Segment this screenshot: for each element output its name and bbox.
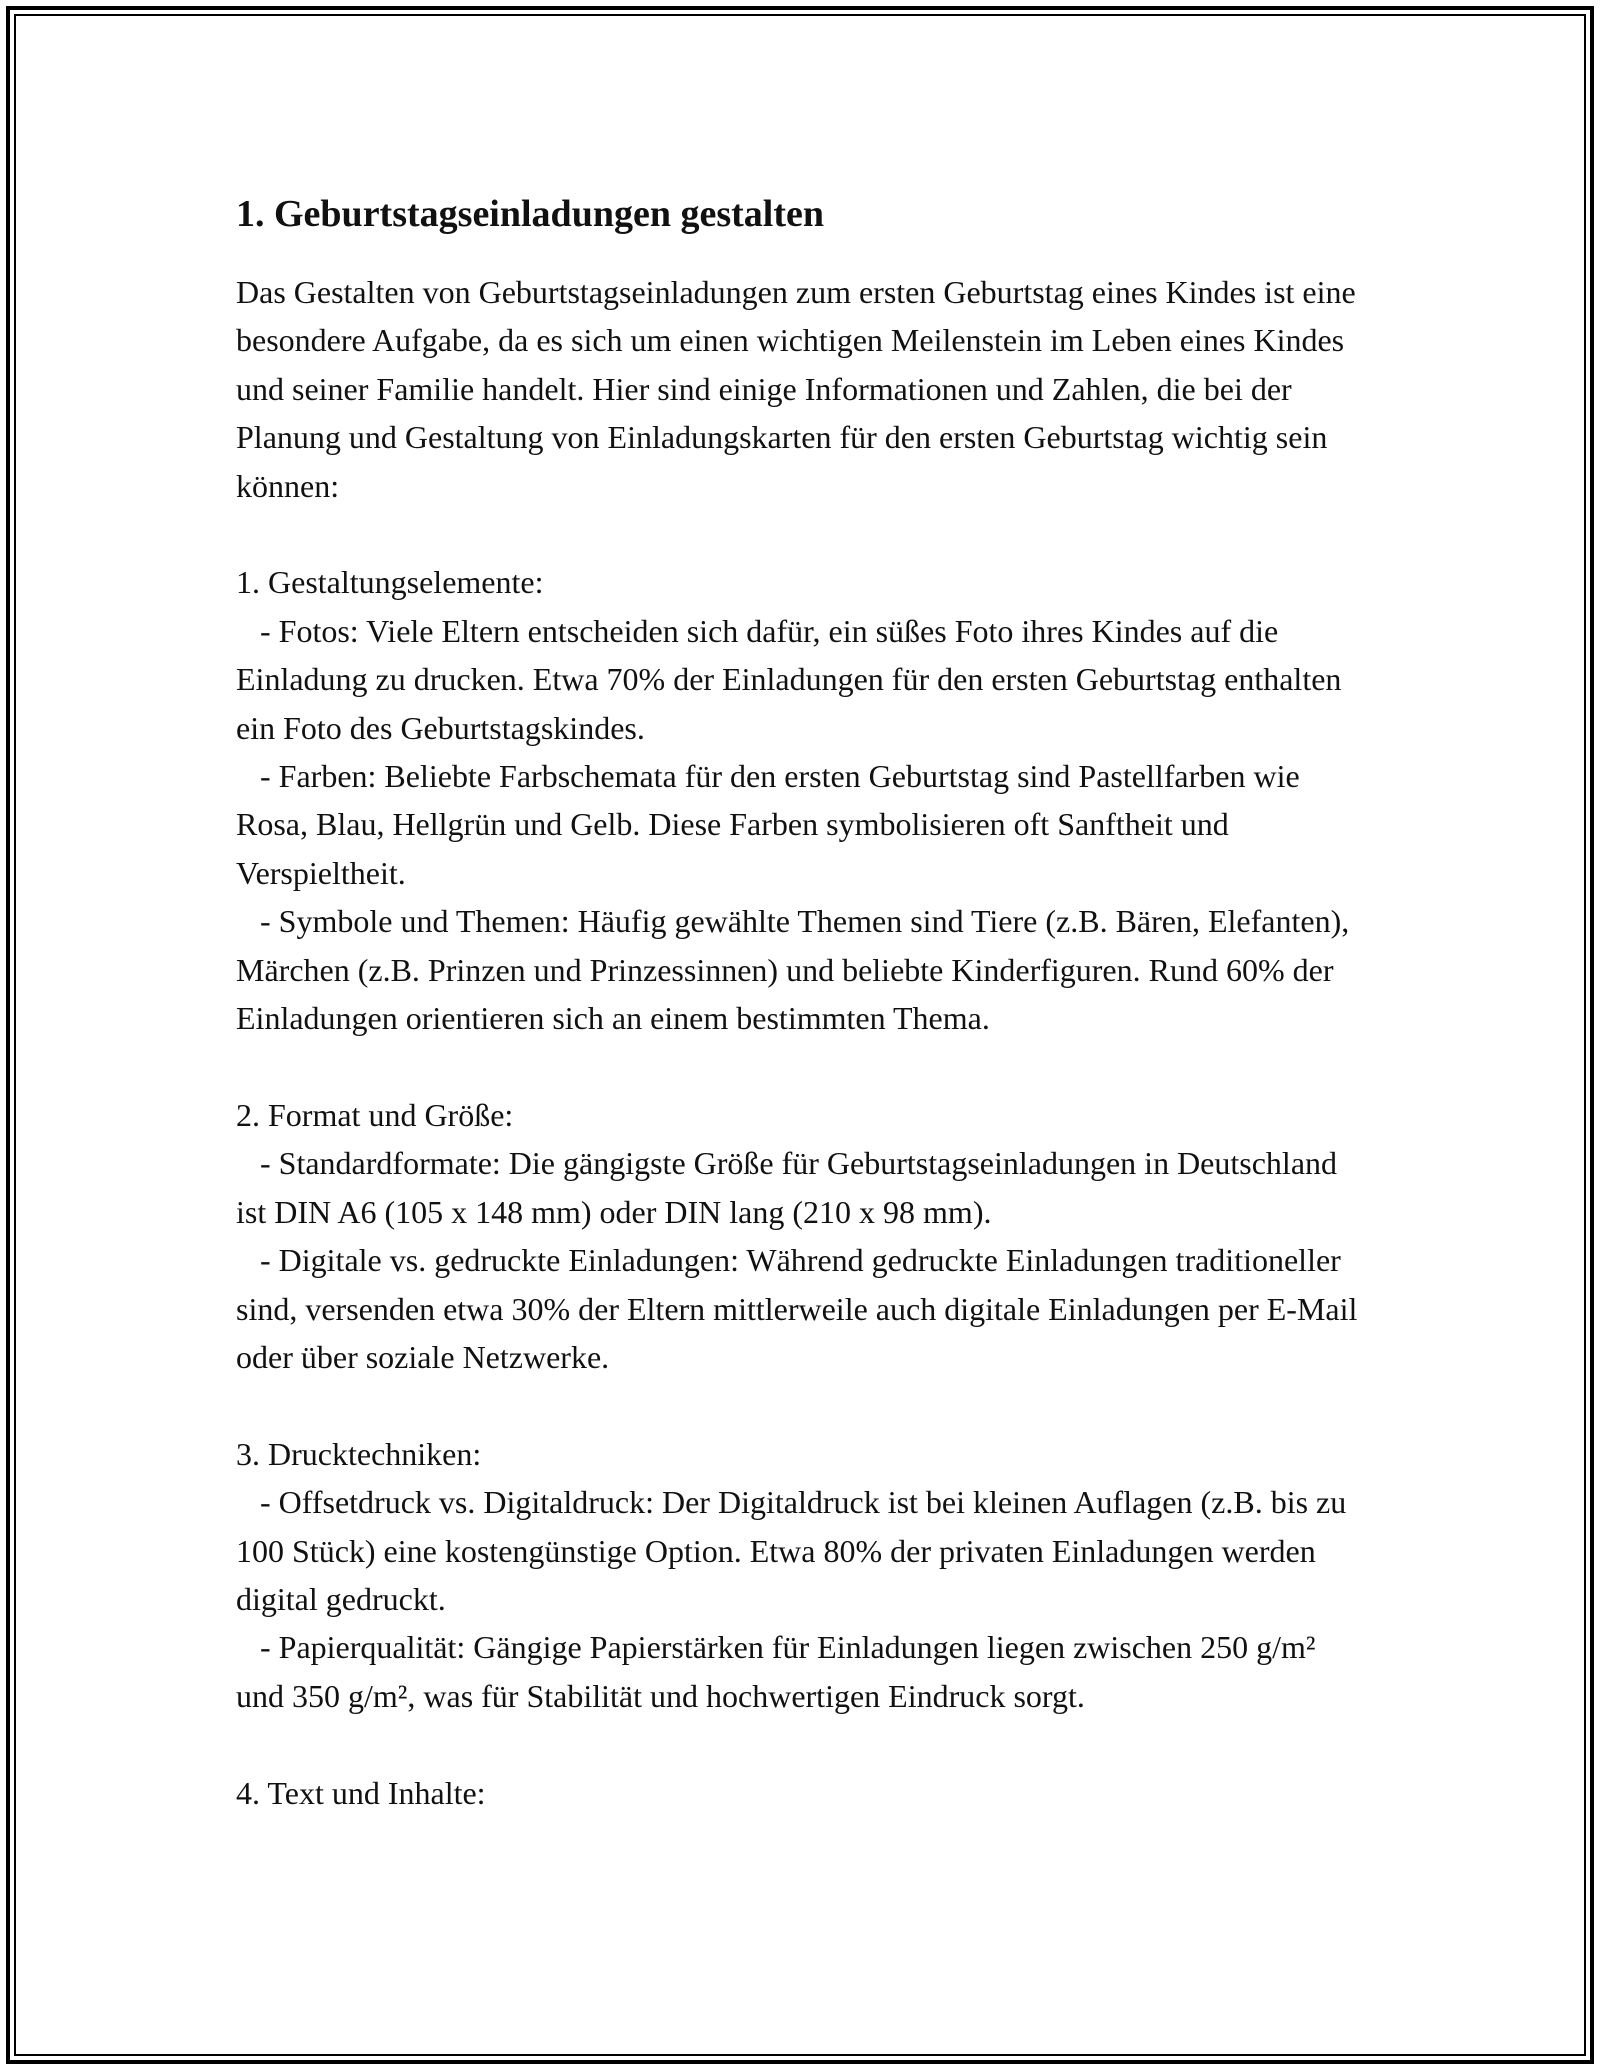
bullet-colors: - Farben: Beliebte Farbschemata für den ersten Geburtstag sind Pastellfarben wie Rosa, Blau, Hellgrün und Gelb. Diese Farben symbolisieren oft Sanftheit und Verspieltheit. (236, 758, 1308, 891)
section-title-design: 1. Gestaltungselemente: (236, 564, 544, 601)
bullet-standard-formats: - Standardformate: Die gängigste Größe für Geburtstagseinladungen in Deutschland ist DIN A6 (105 x 148 mm) oder DIN lang (210 x 98 mm). (236, 1145, 1346, 1230)
section-title-printing: 3. Drucktechniken: (236, 1435, 482, 1472)
bullet-offset-vs-digital: - Offsetdruck vs. Digitaldruck: Der Digitaldruck ist bei kleinen Auflagen (z.B. bis zu 100 Stück) eine kostengünstige Option. Etwa 80% der privaten Einladungen werden digital gedruckt. (236, 1484, 1355, 1617)
spacer (236, 1381, 1366, 1429)
spacer (236, 510, 1366, 558)
spacer (236, 1042, 1366, 1090)
bullet-digital-vs-print: - Digitale vs. gedruckte Einladungen: Während gedruckte Einladungen traditioneller sind, versenden etwa 30% der Eltern mittlerweile auch digitale Einladungen per E-Mail oder über soziale Netzwerke. (236, 1242, 1366, 1375)
document-body (236, 186, 1366, 1817)
bullet-photos: - Fotos: Viele Eltern entscheiden sich dafür, ein süßes Foto ihres Kindes auf die Einladung zu drucken. Etwa 70% der Einladungen für den ersten Geburtstag enthalten ein Foto des Geburtstagskindes. (236, 612, 1350, 746)
spacer (236, 1720, 1366, 1768)
section-title-text: 4. Text und Inhalte: (236, 1774, 486, 1811)
section-title-format: 2. Format und Größe: (236, 1096, 514, 1133)
intro-paragraph: Das Gestalten von Geburtstagseinladungen zum ersten Geburtstag eines Kindes ist eine besondere Aufgabe, da es sich um einen wichtigen Meilenstein im Leben eines Kindes und seiner Familie handelt. Hier sind einige Informationen und Zahlen, die bei der Planung und Gestaltung von Einladungskarten für den ersten Geburtstag wichtig sein können: (236, 274, 1364, 504)
document-heading: 1. Geburtstagseinladungen gestalten (236, 193, 824, 235)
bullet-themes: - Symbole und Themen: Häufig gewählte Themen sind Tiere (z.B. Bären, Elefanten), Märchen (z.B. Prinzen und Prinzessinnen) und beliebte Kinderfiguren. Rund 60% der Einladungen orientieren sich an einem bestimmten Thema. (236, 903, 1358, 1037)
bullet-paper-quality: - Papierqualität: Gängige Papierstärken für Einladungen liegen zwischen 250 g/m² und 350 g/m², was für Stabilität und hochwertigen Eindruck sorgt. (236, 1629, 1324, 1714)
